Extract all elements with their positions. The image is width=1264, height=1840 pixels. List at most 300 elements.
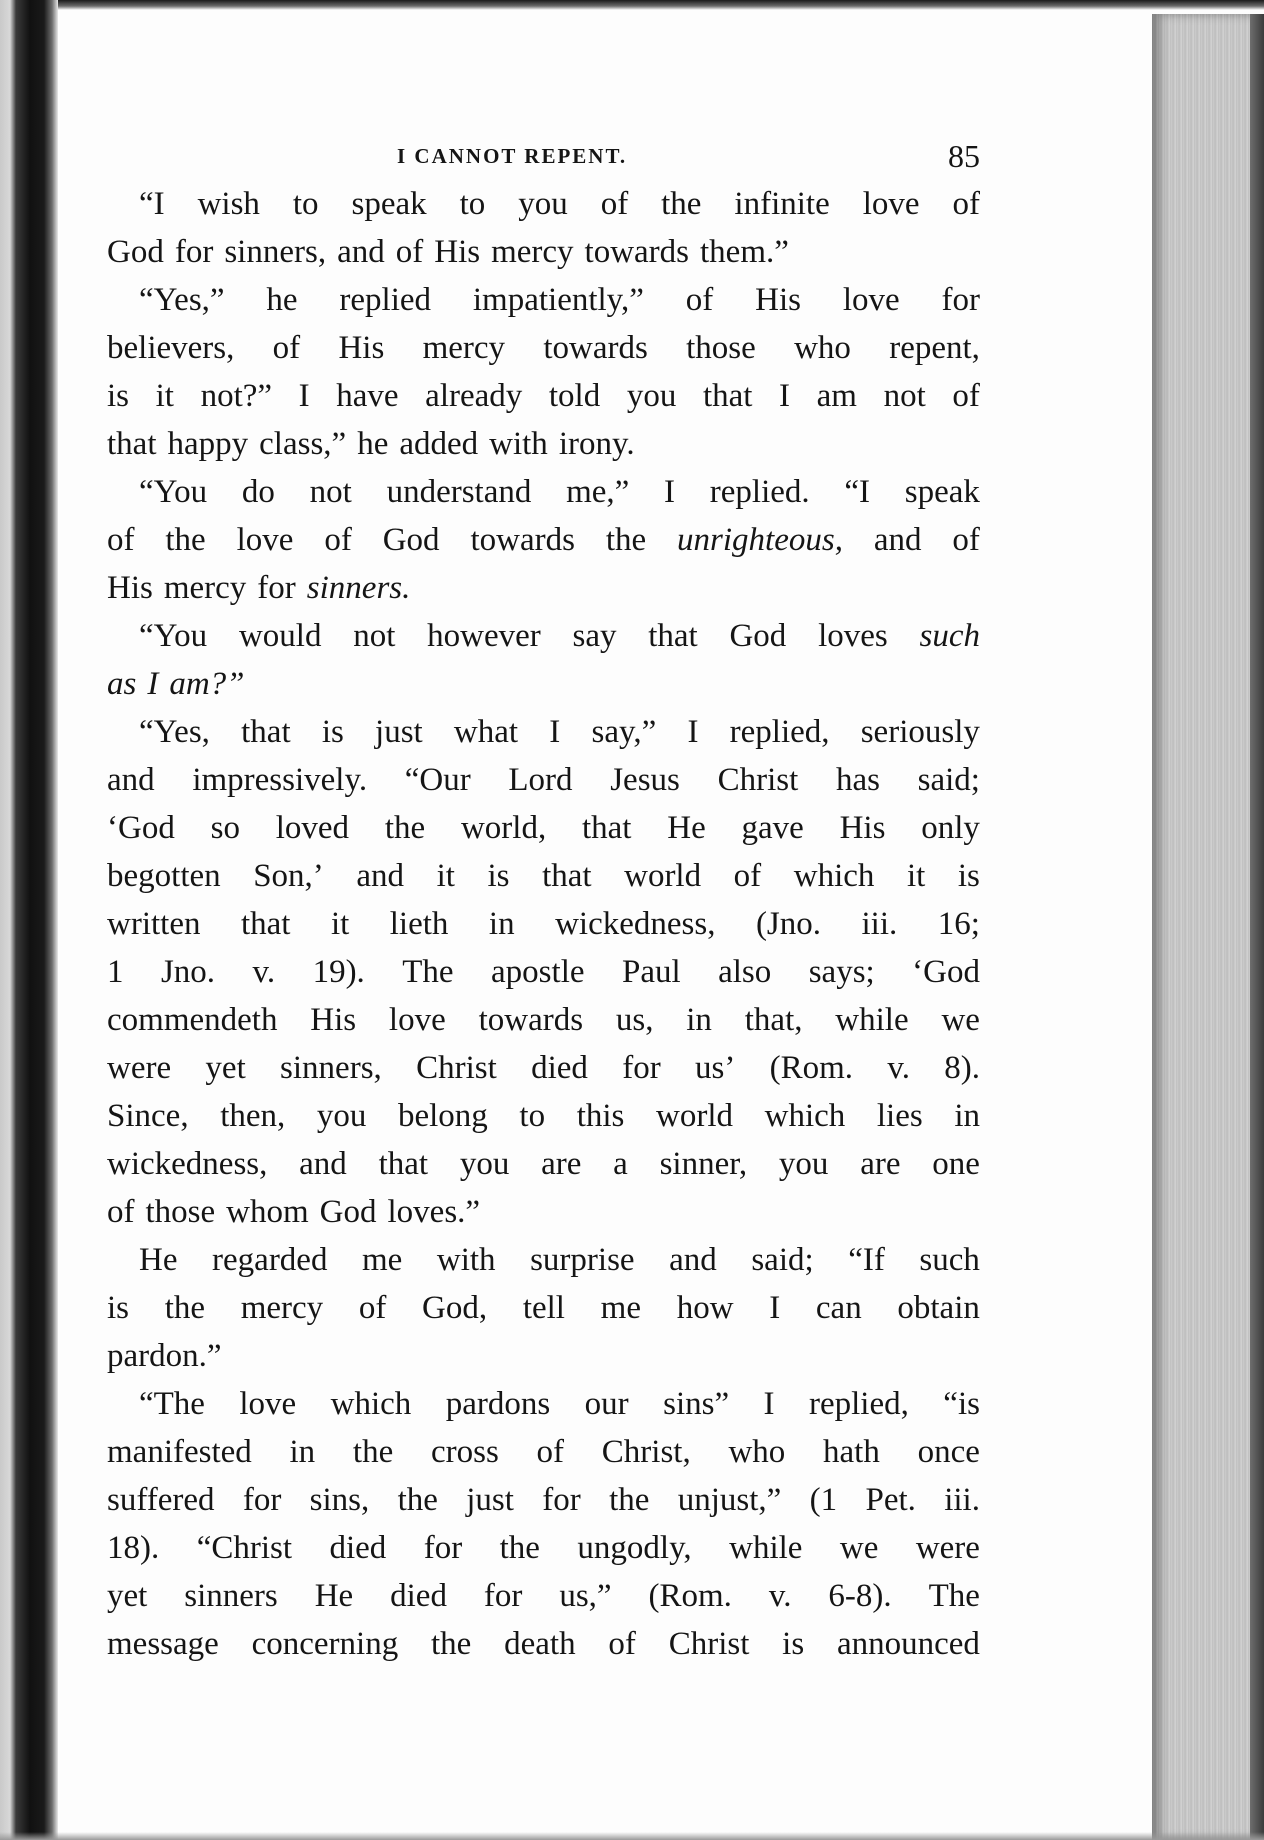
word: “You [139, 618, 208, 654]
word: you [778, 1146, 829, 1182]
book-binding-gutter [0, 0, 58, 1840]
word: one [932, 1146, 980, 1182]
word: we [941, 1002, 980, 1038]
word: who [728, 1434, 786, 1470]
word: lieth [389, 906, 449, 942]
word: say,” [591, 714, 657, 750]
word: the [605, 522, 647, 558]
word: are [860, 1146, 901, 1182]
word: sinners, [224, 234, 327, 270]
word: in [954, 1098, 980, 1134]
word: yet [107, 1578, 148, 1614]
word: surprise [530, 1242, 635, 1278]
word: me,” [566, 474, 630, 510]
text-line [107, 1482, 980, 1530]
word: for [542, 1482, 581, 1518]
text-line [107, 282, 980, 330]
text-line [107, 186, 980, 234]
word: as [107, 666, 137, 702]
word: “Yes, [139, 714, 210, 750]
word: world, [460, 810, 547, 846]
text-line [107, 1290, 980, 1338]
word: I [298, 378, 310, 414]
text-line [107, 810, 980, 858]
word: Pet. [865, 1482, 916, 1518]
word: 6-8). [828, 1578, 892, 1614]
word: Paul [621, 954, 681, 990]
word: loves [818, 618, 888, 654]
word: has [835, 762, 880, 798]
word: were [915, 1530, 980, 1566]
word: “The [139, 1386, 205, 1422]
word: infinite [734, 186, 830, 222]
word: 1 [107, 954, 124, 990]
word: replied [339, 282, 432, 318]
text-line [107, 474, 980, 522]
word: the [397, 1482, 438, 1518]
word: me [600, 1290, 641, 1326]
text-line [107, 234, 980, 282]
word: mercy [422, 330, 506, 366]
word: towards [543, 330, 648, 366]
word: regarded [212, 1242, 328, 1278]
word: of [733, 858, 762, 894]
word: Christ [717, 762, 799, 798]
word: hath [823, 1434, 880, 1470]
word: and [356, 858, 405, 894]
text-line [107, 1434, 980, 1482]
word: those [145, 1194, 216, 1230]
word: it [906, 858, 926, 894]
word: the [661, 186, 702, 222]
word: His [338, 330, 385, 366]
word: it [436, 858, 455, 894]
word: sinners. [306, 570, 411, 606]
word: the [499, 1530, 540, 1566]
word: me [362, 1242, 403, 1278]
word: for [257, 570, 296, 606]
word: (1 [809, 1482, 838, 1518]
word: Christ [416, 1050, 497, 1086]
text-line [107, 762, 980, 810]
word: says; [808, 954, 875, 990]
word: impatiently,” [472, 282, 644, 318]
word: “is [943, 1386, 980, 1422]
text-line [107, 522, 980, 570]
word: would [238, 618, 322, 654]
word: class,” [259, 426, 347, 462]
word: “I [139, 186, 165, 222]
word: for [483, 1578, 523, 1614]
word: is [782, 1626, 805, 1662]
text-line [107, 1626, 980, 1674]
running-title: I CANNOT REPENT. [397, 144, 628, 168]
word: mercy [163, 570, 247, 606]
word: apostle [491, 954, 585, 990]
word: “If [848, 1242, 885, 1278]
word: while [835, 1002, 909, 1038]
word: 19). [312, 954, 365, 990]
word: of [107, 1194, 135, 1230]
text-line [107, 1002, 980, 1050]
word: ungodly, [577, 1530, 692, 1566]
word: that [241, 714, 291, 750]
bottom-edge-shadow [0, 1832, 1264, 1840]
text-line [107, 378, 980, 426]
word: he [266, 282, 298, 318]
word: just [375, 714, 423, 750]
word: ‘God [912, 954, 980, 990]
word: have [336, 378, 399, 414]
word: Since, [107, 1098, 189, 1134]
word: towards [470, 522, 575, 558]
word: only [921, 810, 980, 846]
text-line [107, 1194, 980, 1242]
word: The [928, 1578, 980, 1614]
word: love [236, 522, 294, 558]
word: happy [167, 426, 249, 462]
word: not [309, 474, 352, 510]
text-line [107, 1338, 980, 1386]
text-line [107, 666, 980, 714]
word: is [321, 714, 344, 750]
word: iii. [861, 906, 898, 942]
running-head [107, 138, 980, 178]
word: world [624, 858, 702, 894]
word: them.” [700, 234, 789, 270]
word: I [687, 714, 699, 750]
word: replied. [709, 474, 810, 510]
word: unrighteous, [677, 522, 843, 558]
word: of [395, 234, 424, 270]
word: “Yes,” [139, 282, 225, 318]
word: world [656, 1098, 733, 1134]
word: mercy [240, 1290, 324, 1326]
word: and [337, 234, 385, 270]
word: (Rom. [769, 1050, 854, 1086]
word: Jesus [610, 762, 680, 798]
text-line [107, 1146, 980, 1194]
word: I [769, 1290, 781, 1326]
word: in [488, 906, 515, 942]
word: and [873, 522, 922, 558]
word: “I [844, 474, 871, 510]
word: said; [751, 1242, 814, 1278]
word: am [816, 378, 857, 414]
word: once [917, 1434, 980, 1470]
word: then, [220, 1098, 286, 1134]
word: for [423, 1530, 463, 1566]
text-line [107, 330, 980, 378]
word: how [676, 1290, 734, 1326]
word: unjust,” [677, 1482, 782, 1518]
word: I [549, 714, 561, 750]
word: us, [615, 1002, 654, 1038]
word: died [329, 1530, 387, 1566]
word: (Jno. [755, 906, 822, 942]
word: obtain [897, 1290, 980, 1326]
word: love [842, 282, 900, 318]
word: understand [386, 474, 532, 510]
word: us’ [694, 1050, 736, 1086]
word: am?” [169, 666, 245, 702]
word: irony. [558, 426, 635, 462]
word: commendeth [107, 1002, 278, 1038]
word: for [174, 234, 214, 270]
word: that [240, 906, 291, 942]
word: manifested [107, 1434, 252, 1470]
word: for [622, 1050, 661, 1086]
word: speak [904, 474, 980, 510]
word: that [702, 378, 753, 414]
word: message [107, 1626, 219, 1662]
word: is [487, 858, 510, 894]
word: it [330, 906, 350, 942]
word: of [952, 522, 980, 558]
word: v. [768, 1578, 792, 1614]
word: just [466, 1482, 514, 1518]
word: impressively. [192, 762, 368, 798]
word: repent, [889, 330, 980, 366]
word: and [299, 1146, 347, 1182]
word: sinner, [659, 1146, 748, 1182]
word: do [241, 474, 275, 510]
word: yet [205, 1050, 246, 1086]
word: wish [197, 186, 260, 222]
word: His [839, 810, 886, 846]
word: begotten [107, 858, 221, 894]
word: not [353, 618, 396, 654]
word: that [542, 858, 592, 894]
page-stack-edges [1152, 14, 1264, 1840]
word: iii. [944, 1482, 980, 1518]
word: not?” [200, 378, 273, 414]
word: “You [139, 474, 208, 510]
word: wickedness, [555, 906, 716, 942]
word: Lord [508, 762, 573, 798]
text-line [107, 906, 980, 954]
word: “Christ [196, 1530, 293, 1566]
word: God [729, 618, 787, 654]
word: of [324, 522, 352, 558]
word: love [862, 186, 920, 222]
word: death [504, 1626, 576, 1662]
word: love [239, 1386, 297, 1422]
word: sins, [309, 1482, 370, 1518]
word: written [107, 906, 201, 942]
word: of [536, 1434, 565, 1470]
word: died [531, 1050, 588, 1086]
word: the [384, 810, 426, 846]
word: you [518, 186, 568, 222]
word: said; [917, 762, 980, 798]
word: you [626, 378, 677, 414]
text-line [107, 954, 980, 1002]
word: He [667, 810, 706, 846]
word: sins” [663, 1386, 730, 1422]
word: those [686, 330, 756, 366]
word: towards [584, 234, 690, 270]
word: (Rom. [648, 1578, 732, 1614]
word: loved [275, 810, 350, 846]
word: concerning [251, 1626, 399, 1662]
text-line [107, 1386, 980, 1434]
word: died [390, 1578, 447, 1614]
word: our [584, 1386, 629, 1422]
word: to [519, 1098, 546, 1134]
word: “Our [404, 762, 471, 798]
word: replied, [729, 714, 830, 750]
word: added [399, 426, 479, 462]
cover-edge [1250, 14, 1264, 1840]
word: who [794, 330, 851, 366]
word: 16; [937, 906, 980, 942]
word: the [352, 1434, 394, 1470]
word: which [764, 1098, 846, 1134]
word: Jno. [160, 954, 216, 990]
word: that [107, 426, 157, 462]
word: which [793, 858, 875, 894]
word: replied, [808, 1386, 909, 1422]
word: 8). [944, 1050, 980, 1086]
word: for [941, 282, 980, 318]
word: however [427, 618, 541, 654]
text-line [107, 1050, 980, 1098]
text-line [107, 1530, 980, 1578]
text-line [107, 714, 980, 762]
word: what [453, 714, 519, 750]
text-line [107, 858, 980, 906]
text-line [107, 570, 980, 618]
word: are [541, 1146, 582, 1182]
word: is [107, 1290, 130, 1326]
word: say [572, 618, 617, 654]
word: love [388, 1002, 446, 1038]
page-number: 85 [948, 138, 980, 174]
word: and [107, 762, 155, 798]
word: tell [522, 1290, 565, 1326]
word: in [686, 1002, 712, 1038]
word: His [755, 282, 801, 318]
word: he [357, 426, 389, 462]
word: while [729, 1530, 803, 1566]
word: towards [478, 1002, 584, 1038]
word: I [147, 666, 159, 702]
word: whom [226, 1194, 309, 1230]
word: already [425, 378, 523, 414]
word: which [330, 1386, 412, 1422]
text-line [107, 1098, 980, 1146]
word: of [952, 186, 980, 222]
word: 18). [107, 1530, 160, 1566]
word: is [107, 378, 130, 414]
word: you [459, 1146, 510, 1182]
word: us,” [559, 1578, 612, 1614]
word: of [272, 330, 301, 366]
word: I [664, 474, 676, 510]
word: I [779, 378, 791, 414]
word: the [609, 1482, 650, 1518]
word: of [107, 522, 135, 558]
word: Son,’ [253, 858, 324, 894]
word: told [548, 378, 601, 414]
word: that [581, 810, 632, 846]
word: also [718, 954, 772, 990]
word: His [434, 234, 481, 270]
page-text-block [107, 138, 980, 1674]
word: were [107, 1050, 172, 1086]
word: of [600, 186, 629, 222]
word: you [316, 1098, 367, 1134]
word: and [669, 1242, 717, 1278]
word: God [107, 234, 164, 270]
word: for [242, 1482, 282, 1518]
word: with [489, 426, 548, 462]
word: can [815, 1290, 862, 1326]
word: of [608, 1626, 636, 1662]
word: lies [876, 1098, 923, 1134]
word: God, [422, 1290, 488, 1326]
word: seriously [860, 714, 980, 750]
word: God [382, 522, 440, 558]
word: ‘God [107, 810, 175, 846]
word: a [613, 1146, 628, 1182]
word: of [358, 1290, 387, 1326]
word: believers, [107, 330, 235, 366]
word: that [378, 1146, 429, 1182]
word: He [139, 1242, 178, 1278]
word: sinners, [280, 1050, 382, 1086]
word: with [436, 1242, 496, 1278]
word: pardon.” [107, 1338, 222, 1374]
word: to [459, 186, 486, 222]
word: cross [430, 1434, 499, 1470]
word: He [314, 1578, 354, 1614]
word: Christ [668, 1626, 750, 1662]
word: announced [836, 1626, 980, 1662]
text-line [107, 1578, 980, 1626]
word: that, [744, 1002, 803, 1038]
text-line [107, 1242, 980, 1290]
text-line [107, 618, 980, 666]
word: v. [887, 1050, 910, 1086]
word: belong [397, 1098, 488, 1134]
word: mercy [491, 234, 574, 270]
word: the [165, 522, 206, 558]
word: His [107, 570, 153, 606]
word: God [319, 1194, 377, 1230]
word: suffered [107, 1482, 215, 1518]
word: so [210, 810, 240, 846]
word: such [919, 1242, 980, 1278]
text-line [107, 426, 980, 474]
word: gave [741, 810, 804, 846]
word: in [289, 1434, 316, 1470]
word: the [164, 1290, 206, 1326]
body-text [107, 186, 980, 1674]
word: Christ, [601, 1434, 691, 1470]
word: to [292, 186, 319, 222]
word: that [648, 618, 698, 654]
word: such [919, 618, 980, 654]
word: is [957, 858, 980, 894]
word: pardons [445, 1386, 551, 1422]
word: we [839, 1530, 879, 1566]
word: sinners [184, 1578, 278, 1614]
word: I [763, 1386, 775, 1422]
word: not [883, 378, 926, 414]
word: speak [351, 186, 427, 222]
